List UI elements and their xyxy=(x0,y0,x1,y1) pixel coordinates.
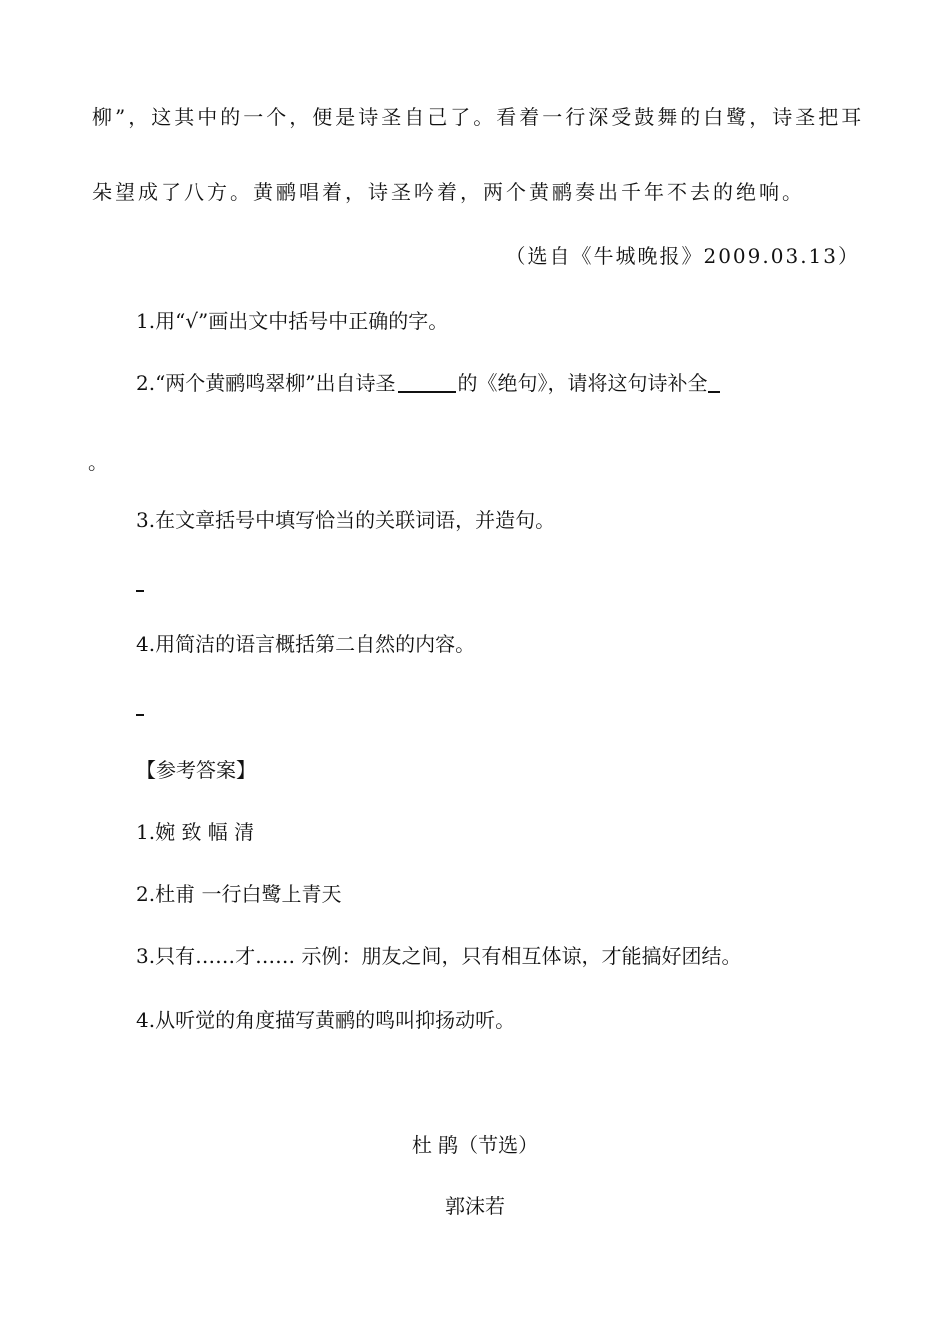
passage-line-2: 朵望成了八方。黄鹂唱着，诗圣吟着，两个黄鹂奏出千年不去的绝响。 xyxy=(92,180,805,204)
passage-line-1: 柳”，这其中的一个，便是诗圣自己了。看着一行深受鼓舞的白鹭，诗圣把耳 xyxy=(92,105,865,129)
question-4: 4.用简洁的语言概括第二自然的内容。 xyxy=(136,632,476,656)
answer-1: 1.婉 致 幅 清 xyxy=(136,820,255,844)
answer-line-3[interactable] xyxy=(136,590,144,592)
answer-2: 2.杜甫 一行白鹭上青天 xyxy=(136,882,342,906)
answer-line-4[interactable] xyxy=(136,714,144,716)
question-3: 3.在文章括号中填写恰当的关联词语，并造句。 xyxy=(136,508,556,532)
question-1: 1.用“√”画出文中括号中正确的字。 xyxy=(136,309,449,333)
question-2-text-start: 2.“两个黄鹂鸣翠柳”出自诗圣 xyxy=(136,371,396,395)
question-2-blank-poet[interactable] xyxy=(398,369,456,393)
passage-source: （选自《牛城晚报》2009.03.13） xyxy=(505,244,860,268)
article-author: 郭沫若 xyxy=(445,1194,505,1218)
answer-4: 4.从听觉的角度描写黄鹂的鸣叫抑扬动听。 xyxy=(136,1008,516,1032)
answer-3: 3.只有……才…… 示例：朋友之间，只有相互体谅，才能搞好团结。 xyxy=(136,944,742,968)
question-2 xyxy=(136,369,720,397)
question-2-text-end: 的《绝句》，请将这句诗补全 xyxy=(457,371,708,395)
question-2-blank-line[interactable] xyxy=(708,369,720,393)
answers-heading: 【参考答案】 xyxy=(136,758,256,782)
question-2-period: 。 xyxy=(88,450,108,474)
article-title: 杜 鹃（节选） xyxy=(411,1133,539,1157)
